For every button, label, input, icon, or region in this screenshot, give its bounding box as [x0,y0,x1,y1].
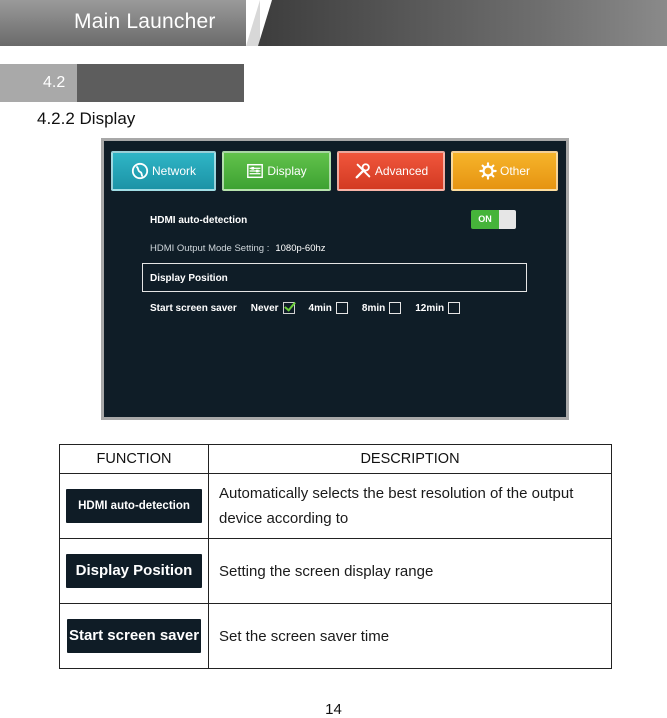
screen-saver-label: Start screen saver [150,302,237,314]
settings-screenshot [101,138,569,420]
header-decor-band [258,0,667,46]
tab-display-label: Display [267,164,307,178]
section-number: 4.2 [0,64,77,102]
tab-advanced-label: Advanced [374,164,429,178]
function-cell [60,539,209,604]
screen-saver-option-8min[interactable] [362,302,401,314]
tab-other[interactable] [451,151,558,191]
table-header-row [60,445,612,474]
screen-saver-option-4min[interactable] [309,302,348,314]
toggle-knob [499,210,516,229]
table-row [60,474,612,539]
tools-icon [354,162,372,180]
table-row [60,539,612,604]
section-band [0,64,244,102]
display-position-label: Display Position [150,273,228,284]
screen-saver-option-12min[interactable] [415,302,460,314]
hdmi-output-mode-value: 1080p-60hz [275,243,326,254]
function-badge: Display Position [66,554,202,588]
tab-other-label: Other [499,164,530,178]
function-badge: HDMI auto-detection [66,489,202,523]
settings-screen [104,141,566,417]
sliders-icon [246,162,264,180]
column-header-description: DESCRIPTION [209,445,612,474]
tab-advanced[interactable] [337,151,445,191]
screen-saver-option-never[interactable] [251,302,295,314]
checkbox-checked[interactable] [283,302,295,314]
globe-icon [131,162,149,180]
checkbox[interactable] [448,302,460,314]
function-table [59,444,612,669]
tab-network-label: Network [151,164,196,178]
gear-icon [479,162,497,180]
function-cell [60,474,209,539]
tab-display[interactable] [222,151,331,191]
page-number: 14 [325,701,342,718]
checkbox[interactable] [389,302,401,314]
description-cell: Setting the screen display range [209,539,612,604]
section-bar [77,64,244,102]
hdmi-output-mode-label: HDMI Output Mode Setting : [150,243,270,254]
checkbox[interactable] [336,302,348,314]
option-label: 8min [361,302,386,314]
function-cell [60,604,209,669]
hdmi-auto-detection-toggle[interactable] [471,210,516,229]
screen-saver-row [150,302,460,314]
option-label: Never [250,302,279,314]
subsection-heading: 4.2.2 Display [37,109,136,128]
chapter-title: Main Launcher [74,10,216,33]
table-row [60,604,612,669]
function-badge: Start screen saver [67,619,201,653]
column-header-function: FUNCTION [60,445,209,474]
description-cell: Automatically selects the best resolution of the output device according to [209,474,612,539]
option-label: 12min [415,302,445,314]
hdmi-auto-detection-label: HDMI auto-detection [150,215,248,226]
header-divider [246,0,260,46]
option-label: 4min [308,302,332,314]
hdmi-output-mode-setting[interactable] [150,243,326,254]
description-cell: Set the screen saver time [209,604,612,669]
tab-network[interactable] [111,151,216,191]
chapter-header [0,0,667,46]
chapter-title-band [0,0,246,46]
toggle-state: ON [471,210,499,229]
